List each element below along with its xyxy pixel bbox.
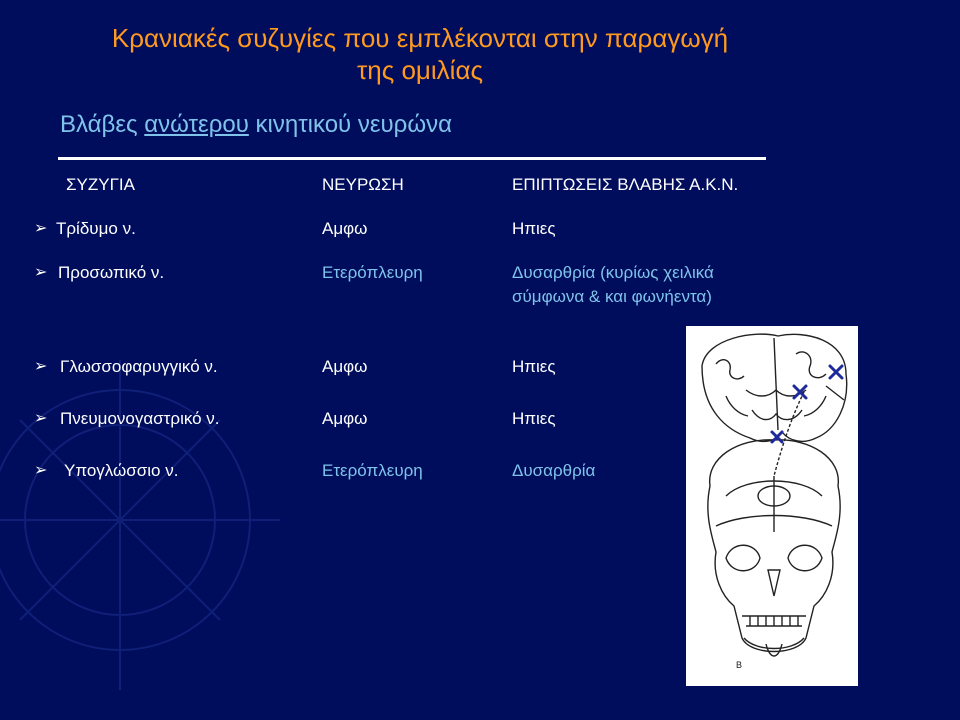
row-2-effect: Δυσαρθρία (κυρίως χειλικά bbox=[512, 263, 714, 282]
row-5-effect: Δυσαρθρία bbox=[512, 461, 596, 480]
row-5-nerve: Υπογλώσσιο ν. bbox=[64, 461, 179, 480]
lesion-markers bbox=[772, 366, 842, 442]
subtitle-suffix: κινητικού νευρώνα bbox=[248, 111, 452, 138]
row-2-innervation: Ετερόπλευρη bbox=[322, 263, 423, 282]
subtitle-underlined: ανώτερου bbox=[144, 111, 249, 138]
bullet-arrow-icon: ➢ bbox=[34, 220, 48, 237]
row-3-nerve: Γλωσσοφαρυγγικό ν. bbox=[60, 357, 218, 376]
brain-skull-illustration bbox=[686, 326, 858, 686]
row-2-effect-continued: σύμφωνα & και φωνήεντα) bbox=[512, 287, 712, 306]
row-1-effect: Ηπιες bbox=[512, 219, 556, 238]
subtitle-prefix: Βλάβες bbox=[60, 111, 145, 138]
row-5-innervation: Ετερόπλευρη bbox=[322, 461, 423, 480]
row-3-innervation: Αμφω bbox=[322, 357, 368, 376]
title-line-2: της ομιλίας bbox=[356, 55, 484, 85]
header-nerve: ΣΥΖΥΓΙΑ bbox=[66, 175, 135, 194]
bullet-arrow-icon: ➢ bbox=[34, 358, 48, 375]
row-2-nerve: Προσωπικό ν. bbox=[58, 263, 165, 282]
row-4-nerve: Πνευμονογαστρικό ν. bbox=[60, 409, 220, 428]
row-3-effect: Ηπιες bbox=[512, 357, 556, 376]
bullet-arrow-icon: ➢ bbox=[34, 264, 48, 281]
header-effects: ΕΠΙΠΤΩΣΕΙΣ ΒΛΑΒΗΣ Α.Κ.Ν. bbox=[512, 175, 739, 194]
row-4-innervation: Αμφω bbox=[322, 409, 368, 428]
row-1-innervation: Αμφω bbox=[322, 219, 368, 238]
header-divider bbox=[58, 157, 766, 160]
brain-skull-drawing bbox=[686, 326, 858, 686]
title-line-1: Κρανιακές συζυγίες που εμπλέκονται στην παραγωγή bbox=[111, 23, 729, 53]
slide-title bbox=[40, 22, 800, 86]
bullet-arrow-icon: ➢ bbox=[34, 462, 48, 479]
slide-subtitle bbox=[60, 110, 452, 140]
row-4-effect: Ηπιες bbox=[512, 409, 556, 428]
header-innervation: ΝΕΥΡΩΣΗ bbox=[322, 175, 404, 194]
row-1-nerve: Τρίδυμο ν. bbox=[56, 219, 136, 238]
figure-label: B bbox=[736, 660, 743, 670]
bullet-arrow-icon: ➢ bbox=[34, 410, 48, 427]
